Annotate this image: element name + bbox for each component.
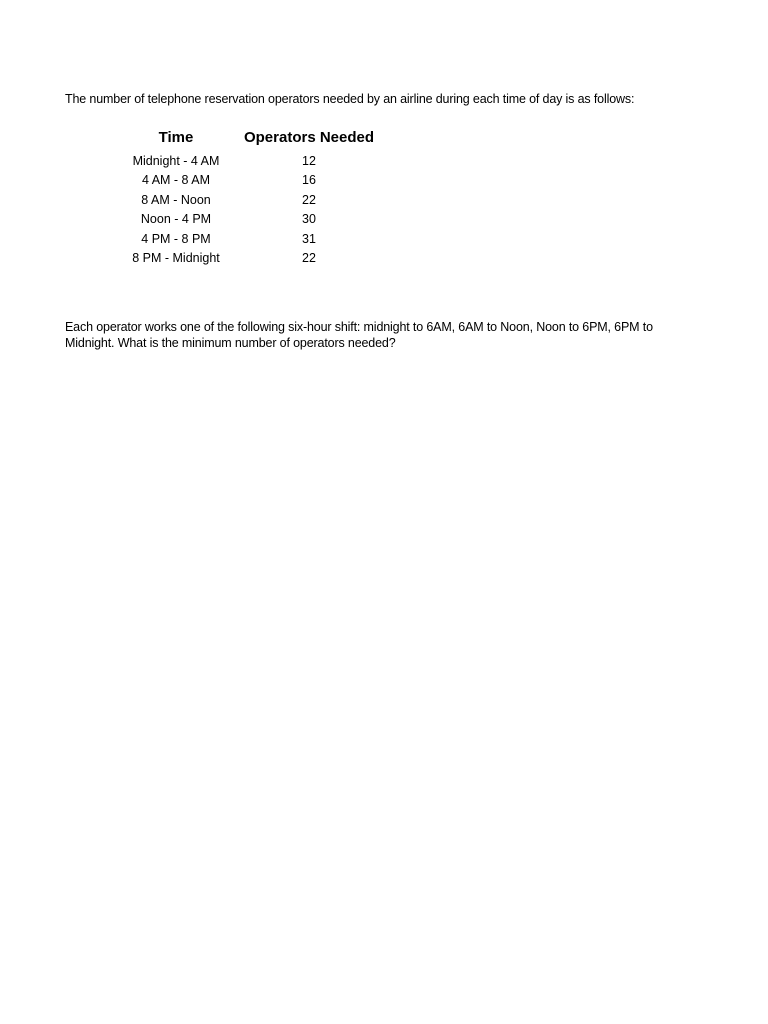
time-cell: Midnight - 4 AM bbox=[132, 154, 220, 168]
operators-column-header: Operators Needed bbox=[243, 129, 375, 146]
operators-cell: 22 bbox=[302, 250, 316, 265]
table-body bbox=[0, 152, 768, 268]
operators-cell: 22 bbox=[302, 192, 316, 207]
operators-table bbox=[0, 128, 768, 265]
time-cell: 8 AM - Noon bbox=[141, 192, 211, 207]
time-cell: 4 PM - 8 PM bbox=[141, 231, 211, 246]
table-row bbox=[0, 230, 768, 249]
table-row bbox=[0, 191, 768, 210]
intro-paragraph: The number of telephone reservation operators needed by an airline during each time of day is as follows: bbox=[65, 92, 635, 106]
table-header-row bbox=[0, 128, 768, 150]
table-row bbox=[0, 171, 768, 190]
time-cell: 4 AM - 8 AM bbox=[141, 173, 211, 188]
table-row bbox=[0, 249, 768, 268]
operators-cell: 31 bbox=[302, 231, 316, 246]
operators-cell: 30 bbox=[302, 212, 316, 227]
time-cell: Noon - 4 PM bbox=[140, 212, 212, 227]
time-column-header: Time bbox=[158, 129, 194, 146]
operators-cell: 12 bbox=[302, 154, 316, 168]
table-row bbox=[0, 210, 768, 229]
table-row bbox=[0, 152, 768, 171]
time-cell: 8 PM - Midnight bbox=[132, 250, 220, 265]
operators-cell: 16 bbox=[302, 173, 316, 188]
question-paragraph: Each operator works one of the following six-hour shift: midnight to 6AM, 6AM to Noon, Noon to 6PM, 6PM to Midnight. What is the minimum number of operators needed? bbox=[65, 320, 653, 350]
